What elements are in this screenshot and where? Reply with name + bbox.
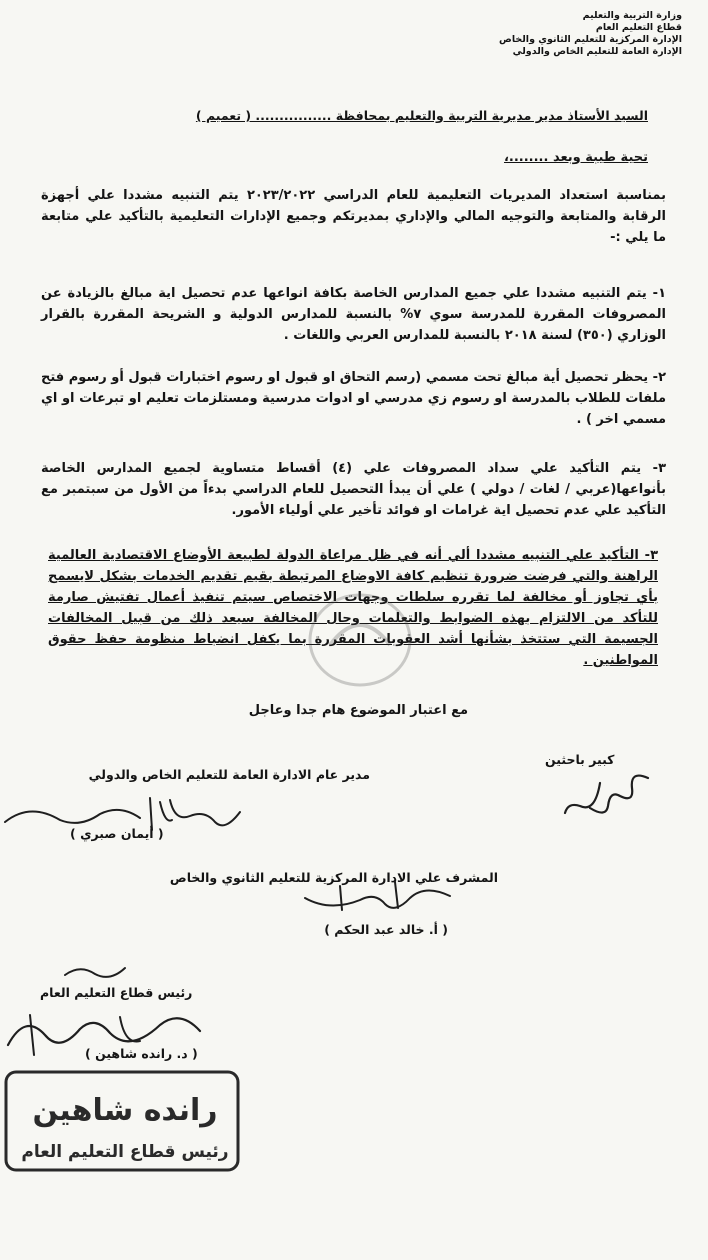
general-manager-title: مدير عام الادارة العامة للتعليم الخاص والدولي <box>88 767 370 782</box>
header-line: قطاع التعليم العام <box>595 22 682 33</box>
general-education-head-name: ( د. رانده شاهين ) <box>85 1046 198 1061</box>
watermark-logo <box>300 585 420 695</box>
item-3-paragraph: ٣- يتم التأكيد علي سداد المصروفات علي (٤) أقساط متساوية لجميع المدارس الخاصة بأنواعها(عربي / لغات / دولي ) علي أن يبدأ التحصيل للعام الدراسي بدءاً من الأول من سبتمبر مع التأكيد علي عدم تحصيل اية غرامات او فوائد تأخير علي أولياء الأمور. <box>41 461 667 518</box>
stamp-line-text: رئيس قطاع التعليم العام <box>21 1142 229 1162</box>
central-admin-supervisor-signature <box>300 878 460 918</box>
header-line: وزارة التربية والتعليم <box>582 10 682 21</box>
general-education-head-title: رئيس قطاع التعليم العام <box>40 985 193 1000</box>
item-1-paragraph: ١- يتم التنبيه مشددا علي جميع المدارس الخاصة بكافة انواعها عدم تحصيل اية مبالغ بالزيادة عن المصروفات المقررة للمدرسة سوي ٧% بالنسبة للمدارس الدولية و الشريحة المقررة بالقرار الوزاري (٣٥٠) لسنة ٢٠١٨ بالنسبة للمدارس العربي واللغات . <box>41 286 666 343</box>
addressee-line: السيد الأستاذ مدير مديرية التربية والتعليم بمحافظة ................ ( تعميم ) <box>195 108 648 123</box>
item-4-paragraph: ٣- التأكيد علي التنبيه مشددا ألي أنه في ظل مراعاة الدولة لطبيعة الأوضاع الاقتصادية العالمية الراهنة والتي فرضت ضرورة تنظيم كافة الاوضاع المرتبطة بقيم تقديم الخدمات بشكل لايسمح بأي تجاوز أو مخالفة لما تقرره سلطات وجهات الاختصاص سيتم تنفيذ أعمال تفتيش صارمة للتأكد من الالتزام بهذه الضوابط والتعلمات وحال المخالفة سيعد ذلك من قبيل المخالفات الجسيمة التي ستتخذ بشأنها أشد العقوبات المقررة بما يكفل انضباط منظومة حفظ حقوق المواطنين . <box>48 548 658 668</box>
ministry-header <box>422 10 682 58</box>
greeting: تحية طيبة وبعد ........، <box>503 150 648 165</box>
stamp-name-text: رانده شاهين <box>32 1093 218 1128</box>
item-2-paragraph: ٢- يحظر تحصيل أية مبالغ تحت مسمي (رسم التحاق او قبول او رسوم اختبارات قبول أو رسوم فتح ملفات للطلاب بالمدرسة او رسوم زي مدرسي او ادوات مدرسية ومستلزمات تعليم او تبرعات او اي مسمي اخر ) . <box>41 370 666 427</box>
initial-mark <box>60 960 130 982</box>
senior-researcher-signature <box>560 768 655 823</box>
urgent-note: مع اعتبار الموضوع هام جدا وعاجل <box>248 703 468 718</box>
central-admin-supervisor-title: المشرف علي الادارة المركزية للتعليم الثانوي والخاص <box>169 870 498 885</box>
official-stamp <box>0 1062 245 1182</box>
central-admin-supervisor-name: ( أ. خالد عبد الحكم ) <box>324 922 448 937</box>
header-line: الإدارة المركزية للتعليم الثانوي والخاص <box>499 34 682 45</box>
general-manager-name: ( أيمان صبري ) <box>70 826 164 841</box>
header-line: الإدارة العامة للتعليم الخاص والدولي <box>512 46 682 57</box>
intro-paragraph: بمناسبة استعداد المديريات التعليمية للعام الدراسي ٢٠٢٣/٢٠٢٢ يتم التنبيه مشددا علي أجهزة الرقابة والمتابعة والتوجيه المالي والإداري بمديرتكم وجميع الإدارات التعليمية بالتأكيد علي متابعة ما يلي :- <box>41 188 666 245</box>
senior-researcher-title: كبير باحثين <box>545 752 615 767</box>
